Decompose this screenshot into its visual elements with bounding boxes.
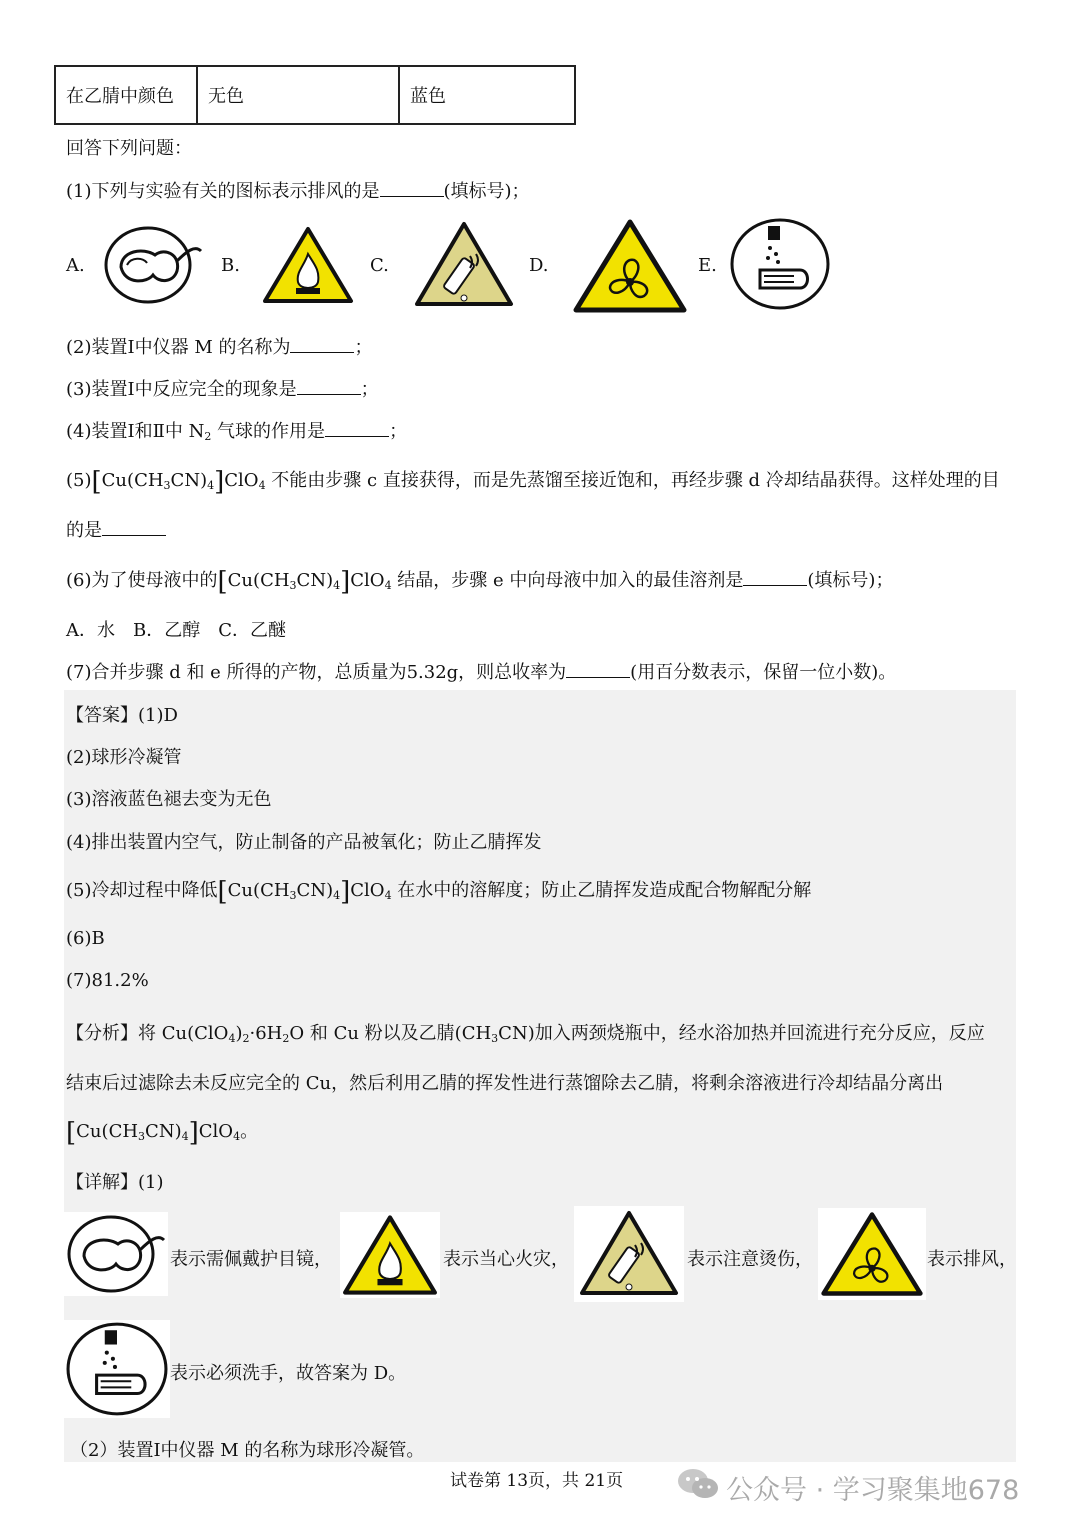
option-e-label: E. xyxy=(698,255,717,276)
analysis-line-2: 结束后过滤除去未反应完全的 Cu，然后利用乙腈的挥发性进行蒸馏除去乙腈，将剩余溶液进行冷却结晶分离出 xyxy=(66,1073,944,1094)
answer-blank xyxy=(297,378,361,395)
detail-goggles-text: 表示需佩戴护目镜， xyxy=(170,1249,332,1270)
question-5-line-2: 的是 xyxy=(66,516,166,542)
hot-surface-warning-icon xyxy=(412,220,516,310)
intro-text: 回答下列问题： xyxy=(66,138,192,159)
color-table xyxy=(54,65,576,125)
answer-blank xyxy=(325,420,389,437)
answer-7: (7)81.2% xyxy=(66,970,149,991)
detail-2: （2）装置Ⅰ中仪器 M 的名称为球形冷凝管。 xyxy=(70,1440,425,1461)
table-cell-blue: 蓝色 xyxy=(399,66,575,124)
ventilation-fan-icon xyxy=(820,1210,924,1298)
fire-warning-icon xyxy=(342,1214,438,1296)
answer-3: (3)溶液蓝色褪去变为无色 xyxy=(66,789,272,810)
detail-hot-text: 表示注意烫伤， xyxy=(687,1249,813,1270)
option-b-label: B. xyxy=(221,255,240,276)
hand-wash-icon xyxy=(730,218,830,310)
answer-blank xyxy=(290,336,354,353)
answer-2: (2)球形冷凝管 xyxy=(66,747,182,768)
answer-blank xyxy=(743,569,807,586)
answer-4: (4)排出装置内空气，防止制备的产品被氧化；防止乙腈挥发 xyxy=(66,832,542,853)
answer-blank xyxy=(102,519,166,536)
fire-warning-icon xyxy=(262,226,354,304)
table-cell-colorless: 无色 xyxy=(197,66,399,124)
complex-formula: $Cu(CH_3CN)_4$ xyxy=(101,470,215,492)
wechat-icon xyxy=(676,1466,720,1502)
question-3: (3)装置Ⅰ中反应完全的现象是 ； xyxy=(66,379,379,400)
question-5: $(5)[Cu(CH_3CN)_4]ClO_4$ 不能由步骤 c 直接获得，而是先蒸馏至接近饱和，再经步骤 d 冷却结晶获得。这样处理的目 xyxy=(66,467,1000,497)
option-c-label: C. xyxy=(370,255,389,276)
detail-fire-text: 表示当心火灾， xyxy=(443,1249,569,1270)
question-1: (1)下列与实验有关的图标表示排风的是 (填标号)； xyxy=(66,181,530,202)
hand-wash-icon xyxy=(66,1322,168,1416)
watermark-text: 公众号 · 学习聚集地678 xyxy=(726,1475,1020,1506)
detail-wash-text: 表示必须洗手，故答案为 D。 xyxy=(170,1363,407,1384)
question-6: (6)为了使母液中的$[Cu(CH_3CN)_4]ClO_4$ 结晶，步骤 e 中向母液中加入的最佳溶剂是 (填标号)； xyxy=(66,567,894,597)
detail-fan-text: 表示排风， xyxy=(927,1249,1017,1270)
question-6-options: A．水 B．乙醇 C．乙醚 xyxy=(66,620,286,641)
hot-surface-warning-icon xyxy=(577,1208,681,1300)
detail-heading: 【详解】(1) xyxy=(66,1172,164,1193)
option-a-label: A. xyxy=(66,255,85,276)
ventilation-fan-icon xyxy=(572,218,688,314)
answer-1: 【答案】(1)D xyxy=(66,705,178,726)
page-footer: 试卷第 13页，共 21页 xyxy=(450,1471,624,1491)
answer-5: (5)冷却过程中降低$[Cu(CH_3CN)_4]ClO_4$ 在水中的溶解度；防止乙腈挥发造成配合物解配分解 xyxy=(66,877,812,907)
option-d-label: D. xyxy=(529,255,549,276)
table-cell-label: 在乙腈中颜色 xyxy=(55,66,197,124)
analysis-line-3: $[Cu(CH_3CN)_4]ClO_4$。 xyxy=(66,1118,259,1148)
question-2: (2)装置Ⅰ中仪器 M 的名称为 ； xyxy=(66,337,373,358)
goggles-icon xyxy=(66,1214,166,1294)
question-7: (7)合并步骤 d 和 e 所得的产物，总质量为5.32g，则总收率为 (用百分数表示，保留一位小数)。 xyxy=(66,662,897,683)
question-4: (4)装置Ⅰ和Ⅱ中 $N_2$ 气球的作用是 ； xyxy=(66,421,408,443)
analysis-line-1: 【分析】将 $Cu(ClO_4)_2\cdot 6H_2O$ 和 Cu 粉以及乙腈$(CH_3CN)$加入两颈烧瓶中，经水浴加热并回流进行充分反应，反应 xyxy=(66,1023,985,1045)
answer-6: (6)B xyxy=(66,928,105,949)
answer-blank xyxy=(380,180,444,197)
answer-blank xyxy=(566,661,630,678)
goggles-icon xyxy=(103,225,203,305)
